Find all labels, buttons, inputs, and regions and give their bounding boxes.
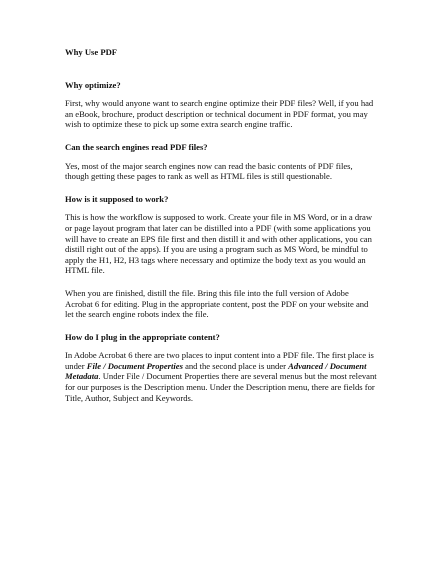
text-run: In Adobe Acrobat 6 there are two places to input content into a PDF file. The first place is under xyxy=(65,350,374,371)
text-run: . Under File / Document Properties there are several menus but the most relevant for our purposes is the Description menu. Under the Description menu, there are fields for Title, Author, Subject and Keywords. xyxy=(65,371,377,403)
menu-path-file-document-properties: File / Document Properties xyxy=(86,360,183,371)
section-heading: Can the search engines read PDF files? xyxy=(65,141,208,152)
body-paragraph xyxy=(65,350,378,403)
section-why-optimize xyxy=(65,80,378,130)
section-heading: Why optimize? xyxy=(65,79,121,90)
document-title: Why Use PDF xyxy=(65,47,118,57)
body-paragraph: Yes, most of the major search engines now can read the basic contents of PDF files, though getting these pages to rank as well as HTML files is still questionable. xyxy=(65,160,353,182)
body-paragraph: First, why would anyone want to search engine optimize their PDF files? Well, if you had an eBook, brochure, product description or technical document in PDF format, you may wish to optimize these to pick up some extra search engine traffic. xyxy=(65,98,374,130)
section-heading: How is it supposed to work? xyxy=(65,193,169,204)
section-heading: How do I plug in the appropriate content? xyxy=(65,331,220,342)
section-can-read-pdf xyxy=(65,142,378,182)
section-plug-in-content xyxy=(65,332,378,404)
menu-path-advanced-document-metadata: Advanced / Document Metadata xyxy=(65,360,367,382)
section-how-it-works xyxy=(65,194,378,320)
text-run: and the second place is under xyxy=(182,360,289,371)
body-paragraph: When you are finished, distill the file. Bring this file into the full version of Adobe Acrobat 6 for editing. Plug in the appropriate content, post the PDF on your website and let the search engine robots index the file. xyxy=(65,287,369,320)
body-paragraph: This is how the workflow is supposed to work. Create your file in MS Word, or in a draw or page layout program that later can be distilled into a PDF (with some applications you will have to create an EPS file first and then distill it and with other applications, you can distill right out of the apps). If you are using a program such as MS Word, be mindful to apply the H1, H2, H3 tags where necessary and optimize the body text as you would an HTML file. xyxy=(65,212,373,276)
